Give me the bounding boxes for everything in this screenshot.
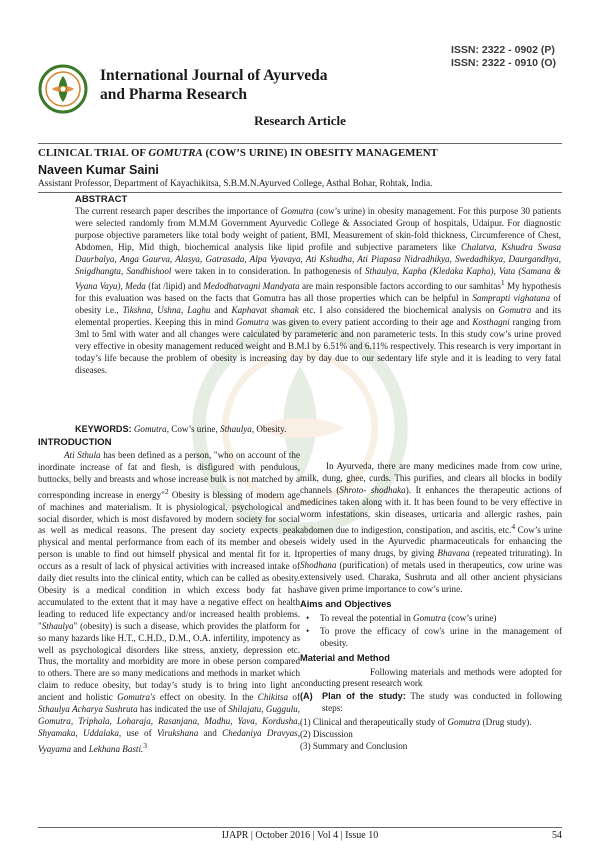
paper-title xyxy=(38,147,438,159)
step-item: (3) Summary and Conclusion xyxy=(300,740,408,751)
author-name: Naveen Kumar Saini xyxy=(38,163,159,177)
bullet-icon: • xyxy=(306,625,310,636)
journal-title-line2: and Pharma Research xyxy=(100,86,247,103)
page-number: 54 xyxy=(552,830,562,841)
left-column xyxy=(38,450,300,756)
journal-title xyxy=(100,66,328,104)
footer-divider xyxy=(38,827,562,828)
intro-paragraph: Ati Sthula has been defined as a person, "who on account of the inordinate increase of fat and flesh, is disfigured with pendulous, buttocks, belly and breasts and whose increase bulk is not matched by a corresponding increase in energy"$^2$ Obesity is blessing of modern age of machines and materialism. It is physiological, psychological and social disorder, which is most disfavored by modern society for social as well as medical reasons. The present day society expects peak physical and mental performance from each of its member and obese person is unable to find out himself physical and mental fit for it. It occurs as a result of lack of physical activities with increased intake of daily diet results into the clinical entity, which can be called as obesity. Obesity is a medical condition in which excess body fat has accumulated to the extent that it may have a negative effect on health leading to reduced life expectancy and/or increased health problems. "Sthaulya" (obesity) is such a disease, which provides the platform for so many hazards like H.T., C.H.D., D.M., O.A. infertility, impotency as well as psychological disorders like stress, anxiety, depression etc. Thus, the mortality and morbidity are more in obese person compared to others. There are so many medications and methods in market which claim to reduce obesity, but today’s study is to bring into light an ancient and holistic Gomutra's effect on obesity. In the Chikitsa of Sthaulya Acharya Sushruta has indicated the use of Shilajatu, Guggulu, Gomutra, Triphala, Loharaja, Rasanjana, Madhu, Yava, Kordusha, Shyamaka, Uddalaka, use of Virukshana and Chedaniya Dravyas, Vyayama and Lekhana Basti.$^3$ xyxy=(38,450,301,754)
step-item: (1) Clinical and therapeutically study of Gomutra (Drug study). xyxy=(300,717,532,728)
divider-author xyxy=(38,192,562,193)
title-suffix: (COW’S URINE) IN OBESITY MANAGEMENT xyxy=(202,147,438,159)
footer-citation: IJAPR | October 2016 | Vol 4 | Issue 10 xyxy=(221,830,379,841)
issn-print: ISSN: 2322 - 0902 (P) xyxy=(450,44,555,56)
aim-item: • To prove the efficacy of cow's urine in the management of obesity. xyxy=(306,625,562,648)
keywords: KEYWORDS: Gomutra, Cow’s urine, Sthaulya, Obesity. xyxy=(75,424,287,434)
article-type: Research Article xyxy=(254,113,346,128)
title-prefix: CLINICAL TRIAL OF xyxy=(38,147,149,159)
step-item: (2) Discussion xyxy=(300,729,353,740)
divider-top xyxy=(38,143,562,144)
keywords-label: KEYWORDS: xyxy=(75,424,132,434)
issn-online: ISSN: 2322 - 0910 (O) xyxy=(450,57,556,69)
ayurveda-paragraph: In Ayurveda, there are many medicines made from cow urine, milk, dung, ghee, curds. This purifies, and clears all blocks in bodily channels (Shroto- shodhaka). It enhances the therapeutic actions of medicines taken along with it. It has been found to be very effective in worm infestations, skin diseases, urticaria and allergic rashes, pain abdomen due to indigestion, constipation, and ascitis, etc.$^4$ Cow’s urine is widely used in the Ayurvedic pharmaceuticals for enhancing the properties of many drugs, by giving Bhavana (repeated triturating). In Shodhana (purification) of metals used in therapeutics, cow urine was extensively used. Charaka, Sushruta and all other ancient physicians have given prime importance to cow’s urine. xyxy=(300,461,562,595)
journal-title-line1: International Journal of Ayurveda xyxy=(100,67,328,84)
right-column xyxy=(300,461,562,753)
author-affiliation: Assistant Professor, Department of Kayachikitsa, S.B.M.N.Ayurved College, Asthal Bohar, Rohtak, India. xyxy=(38,179,433,189)
journal-logo-icon xyxy=(38,64,88,114)
material-method-text: Following materials and methods were adopted for conducting present research work xyxy=(300,666,562,689)
plan-label: (A) xyxy=(300,691,313,702)
aim-item: • To reveal the potential in Gomutra (cow’s urine) xyxy=(306,612,497,623)
aims-heading: Aims and Objectives xyxy=(300,599,392,609)
introduction-heading: INTRODUCTION xyxy=(38,437,112,448)
abstract-text: The current research paper describes the importance of Gomutra (cow’s urine) in obesity management. For this purpose 30 patients were selected randomly from M.M.M Government Ayurvedic College & Associated Group of hospitals, Udaipur. For diagnostic purpose objective parameters like total body weight of patient, BMI, Measurement of skin-fold thickness, Circumference of Chest, Abdomen, Hip, Mid thigh, biochemical analysis like lipid profile and subjective parameters like Chalatva, Kshudra Swasa Daurbalya, Anga Gaurva, Alasya, Gatrasada, Alpa Vyavaya, Ati Kshudha, Ati Piapasa Nidradhikya, Swedadhikya, Daurgandhya, Snigdhangta, Sandhishool were taken in to consideration. In pathogenesis of Sthaulya, Kapha (Kledaka Kapha), Vata (Samana & Vyana Vayu), Meda (fat /lipid) and Medodhatvagni Mandyata are main responsible factors according to our samhitas$^1$ My hypothesis for this evaluation was based on the facts that Gomutra has all those properties which can be helpful in Samprapti vighatana of obesity i.e., Tikshna, Ushna, Laghu and Kaphavat shamak etc. I also considered the biochemical analysis on Gomutra and its elemental properties. Keeping this in mind Gomutra was given to every patient according to their age and Kosthagni ranging from 3ml to 5ml with water and all changes were calculated by parameteric and non parameteric tests. In this study cow’s urine proved very effective in obesity management reduced weight and B.M.I by 6.51% and 6.11% respectively. This research is very important in today’s life because the problem of obesity is increasing day by day due to our sedentary life style and it is leading to very fatal diseases. xyxy=(75,206,562,375)
title-italic: GOMUTRA xyxy=(148,147,203,159)
material-method-heading: Material and Method xyxy=(300,652,390,663)
bullet-icon: • xyxy=(306,612,310,623)
abstract-heading: ABSTRACT xyxy=(75,194,128,205)
plan-of-study: (A) Plan of the study: The study was conducted in following steps: xyxy=(300,691,562,714)
issn-block xyxy=(451,44,556,70)
